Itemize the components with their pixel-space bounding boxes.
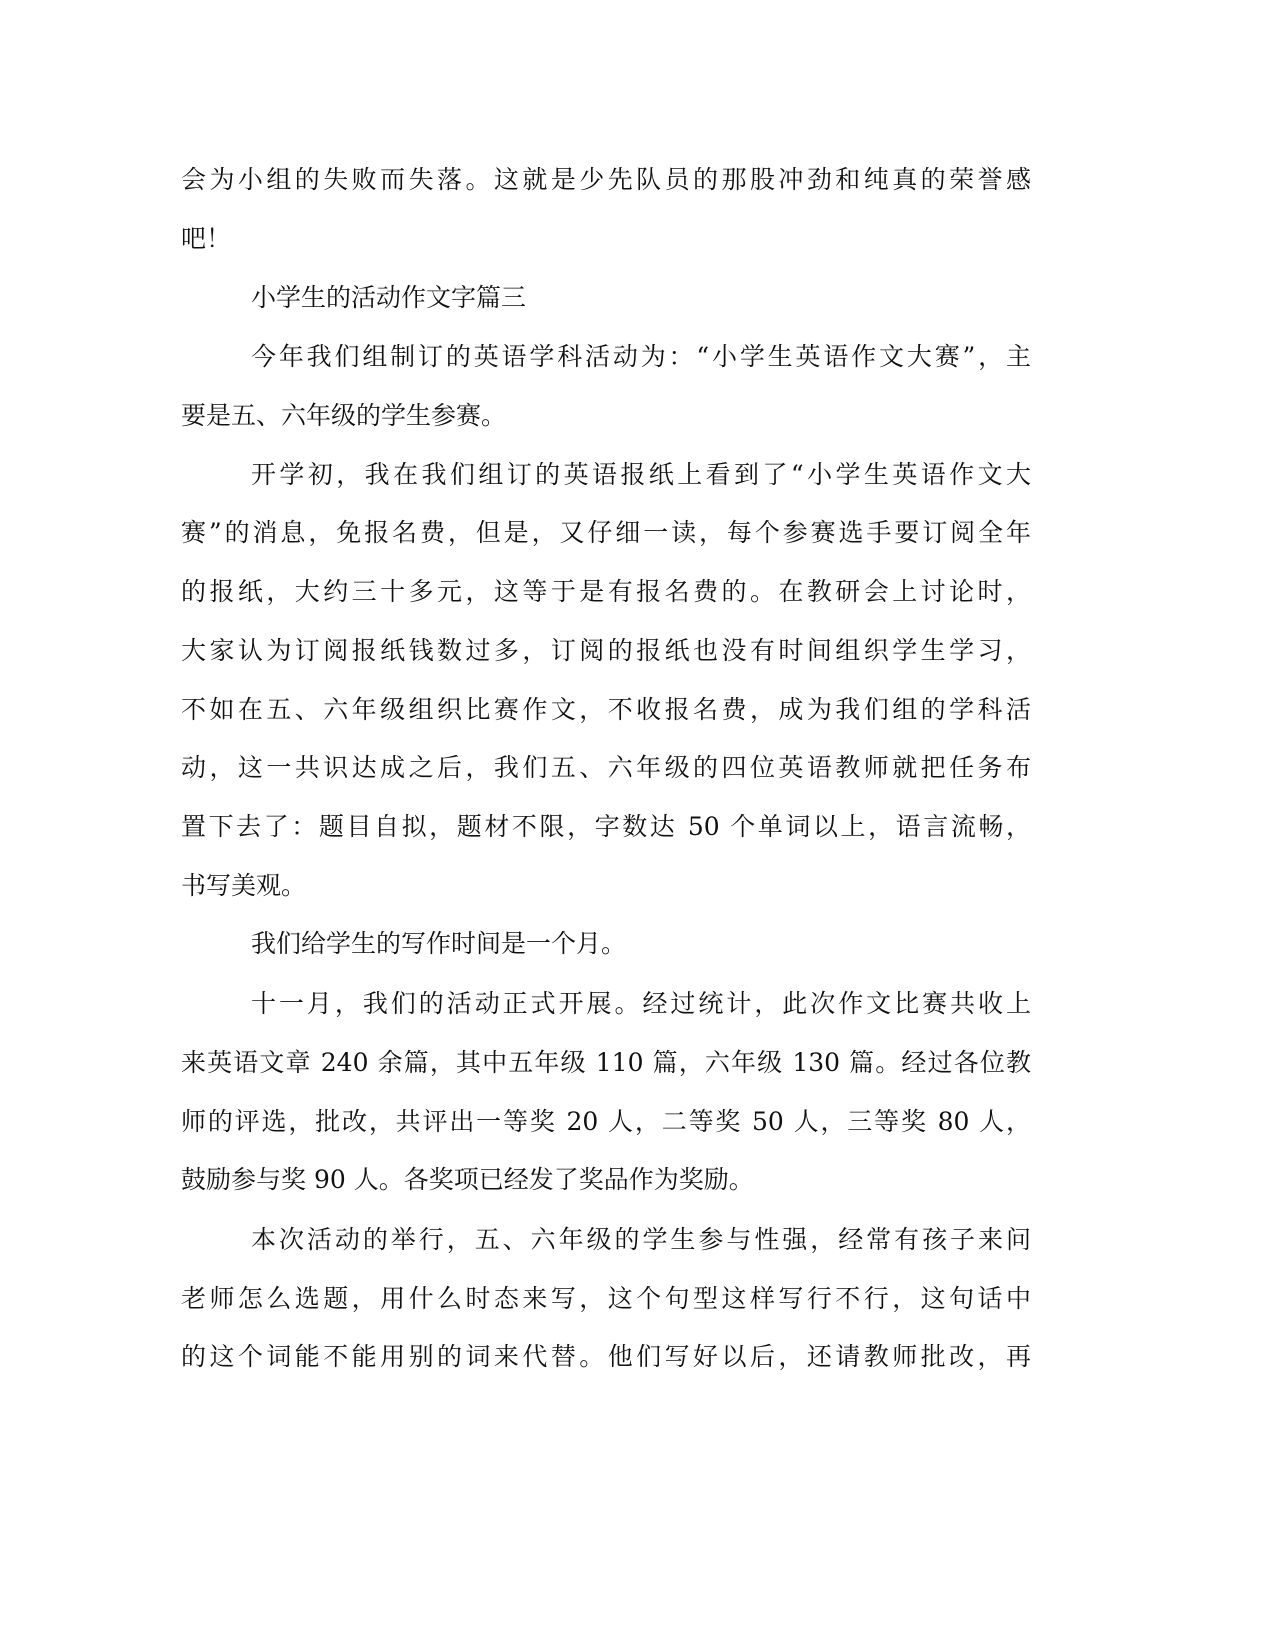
text-line: 吧！ [181,224,232,253]
text-line: 书写美观。 [181,871,307,900]
text-line: 置下去了：题目自拟，题材不限，字数达 50 个单词以上，语言流畅， [181,812,1031,841]
text-line: 要是五、六年级的学生参赛。 [181,401,507,430]
text-line: 的这个词能不能用别的词来代替。他们写好以后，还请教师批改，再 [181,1342,1031,1371]
text-line: 鼓励参与奖 90 人。各奖项已经发了奖品作为奖励。 [181,1165,754,1194]
text-line: 今年我们组制订的英语学科活动为：“小学生英语作文大赛”，主 [251,342,1031,371]
text-line: 十一月，我们的活动正式开展。经过统计，此次作文比赛共收上 [251,989,1031,1018]
text-line: 本次活动的举行，五、六年级的学生参与性强，经常有孩子来问 [251,1225,1031,1254]
text-line: 动，这一共识达成之后，我们五、六年级的四位英语教师就把任务布 [181,753,1031,782]
text-line: 大家认为订阅报纸钱数过多，订阅的报纸也没有时间组织学生学习， [181,636,1031,665]
text-line: 会为小组的失败而失落。这就是少先队员的那股冲劲和纯真的荣誉感 [181,165,1031,194]
section-heading: 小学生的活动作文字篇三 [251,283,527,312]
text-line: 赛”的消息，免报名费，但是，又仔细一读，每个参赛选手要订阅全年 [181,518,1031,547]
text-line: 不如在五、六年级组织比赛作文，不收报名费，成为我们组的学科活 [181,695,1031,724]
text-line: 的报纸，大约三十多元，这等于是有报名费的。在教研会上讨论时， [181,577,1031,606]
text-line: 来英语文章 240 余篇，其中五年级 110 篇，六年级 130 篇。经过各位教 [181,1048,1031,1077]
text-line: 开学初，我在我们组订的英语报纸上看到了“小学生英语作文大 [251,460,1031,489]
text-line: 师的评选，批改，共评出一等奖 20 人，二等奖 50 人，三等奖 80 人， [181,1107,1031,1136]
text-line: 我们给学生的写作时间是一个月。 [251,929,627,958]
text-line: 老师怎么选题，用什么时态来写，这个句型这样写行不行，这句话中 [181,1284,1031,1313]
